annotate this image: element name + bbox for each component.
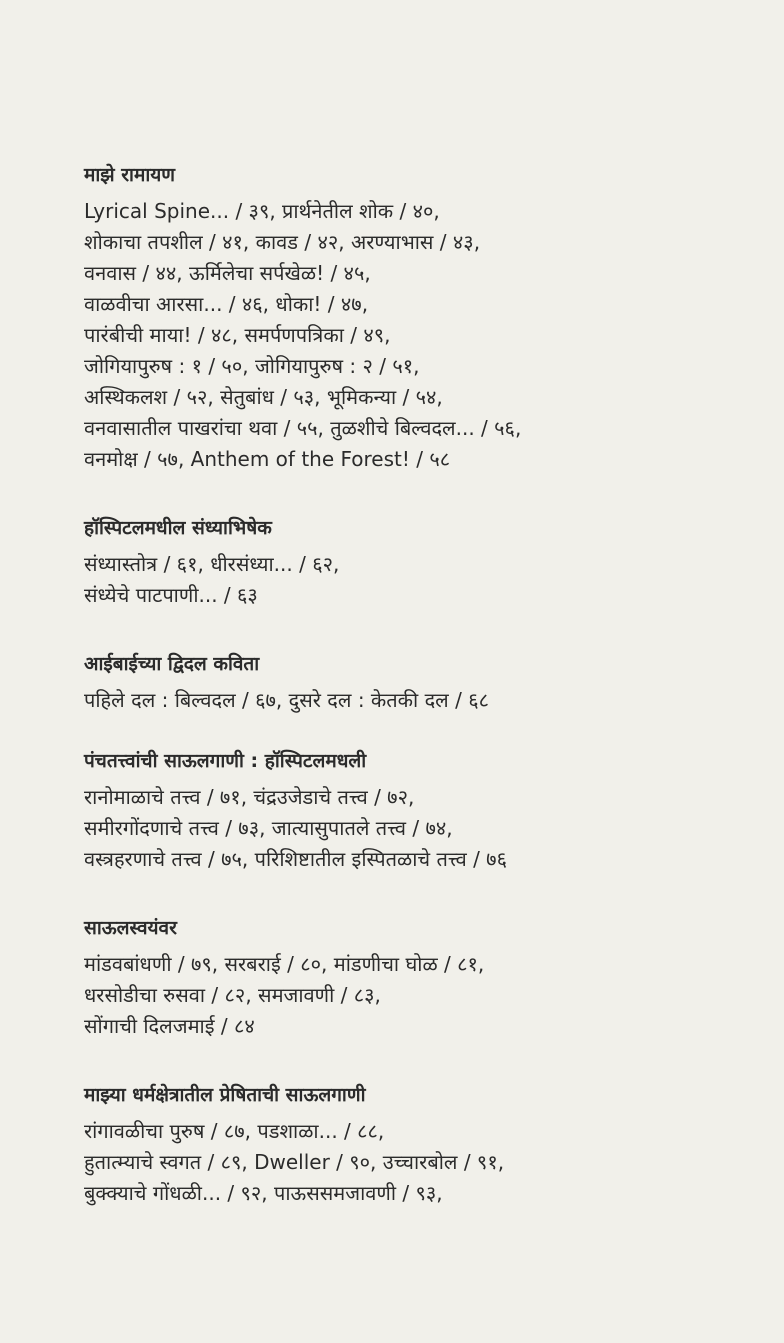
toc-entry-line: समीरगोंदणाचे तत्त्व / ७३, जात्यासुपातले तत्त्व / ७४, [84,816,453,840]
section-heading: आईबाईच्या द्विदल कविता [84,653,260,675]
toc-entry-line: वनवासातील पाखरांचा थवा / ५५, तुळशीचे बिल्वदल... / ५६, [84,416,522,440]
toc-entry-line: शोकाचा तपशील / ४१, कावड / ४२, अरण्याभास / ४३, [84,230,481,254]
toc-entry-line: सोंगाची दिलजमाई / ८४ [84,1014,255,1038]
section-heading: हॉस्पिटलमधील संध्याभिषेक [84,517,272,539]
toc-entry-line: पहिले दल : बिल्वदल / ६७, दुसरे दल : केतकी दल / ६८ [84,688,489,712]
toc-entry-line: धरसोडीचा रुसवा / ८२, समजावणी / ८३, [84,983,381,1007]
toc-section-aaibai-dvidal [84,647,764,716]
toc-section-hospital-sandhyabhishek [84,511,764,611]
section-heading: माझे रामायण [84,164,175,186]
toc-entry-line: वनवास / ४४, ऊर्मिलेचा सर्पखेळ! / ४५, [84,261,371,285]
section-heading: साऊलस्वयंवर [84,917,177,939]
section-heading: पंचतत्त्वांची साऊलगाणी : हॉस्पिटलमधली [84,750,367,772]
toc-entry-line: जोगियापुरुष : १ / ५०, जोगियापुरुष : २ / ५१, [84,354,420,378]
toc-entry-line: संध्येचे पाटपाणी... / ६३ [84,583,258,607]
toc-entry-line: संध्यास्तोत्र / ६१, धीरसंध्या... / ६२, [84,552,340,576]
toc-entry-line: वाळवीचा आरसा... / ४६, धोका! / ४७, [84,292,369,316]
toc-section-panchatattva [84,744,764,875]
toc-entry-line: मांडवबांधणी / ७९, सरबराई / ८०, मांडणीचा घोळ / ८१, [84,952,485,976]
toc-entry-line: वस्त्रहरणाचे तत्त्व / ७५, परिशिष्टातील इस्पितळाचे तत्त्व / ७६ [84,847,507,871]
table-of-contents [84,158,764,1209]
toc-entry-line: पारंबीची माया! / ४८, समर्पणपत्रिका / ४९, [84,323,391,347]
toc-entry-line: बुक्क्याचे गोंधळी... / ९२, पाऊससमजावणी / ९३, [84,1181,443,1205]
toc-section-saulswayamvar [84,911,764,1042]
toc-entry-line: Lyrical Spine... / ३९, प्रार्थनेतील शोक / ४०, [84,199,440,223]
section-heading: माझ्या धर्मक्षेत्रातील प्रेषिताची साऊलगाणी [84,1084,366,1106]
toc-entry-line: हुतात्म्याचे स्वगत / ८९, Dweller / ९०, उच्चारबोल / ९१, [84,1150,505,1174]
toc-section-dharmakshetra [84,1078,764,1209]
toc-entry-line: वनमोक्ष / ५७, Anthem of the Forest! / ५८ [84,447,451,471]
toc-entry-line: अस्थिकलश / ५२, सेतुबांध / ५३, भूमिकन्या / ५४, [84,385,443,409]
toc-entry-line: रानोमाळाचे तत्त्व / ७१, चंद्रउजेडाचे तत्त्व / ७२, [84,785,415,809]
toc-section-maze-ramayan [84,158,764,475]
toc-entry-line: रांगावळीचा पुरुष / ८७, पडशाळा... / ८८, [84,1119,385,1143]
